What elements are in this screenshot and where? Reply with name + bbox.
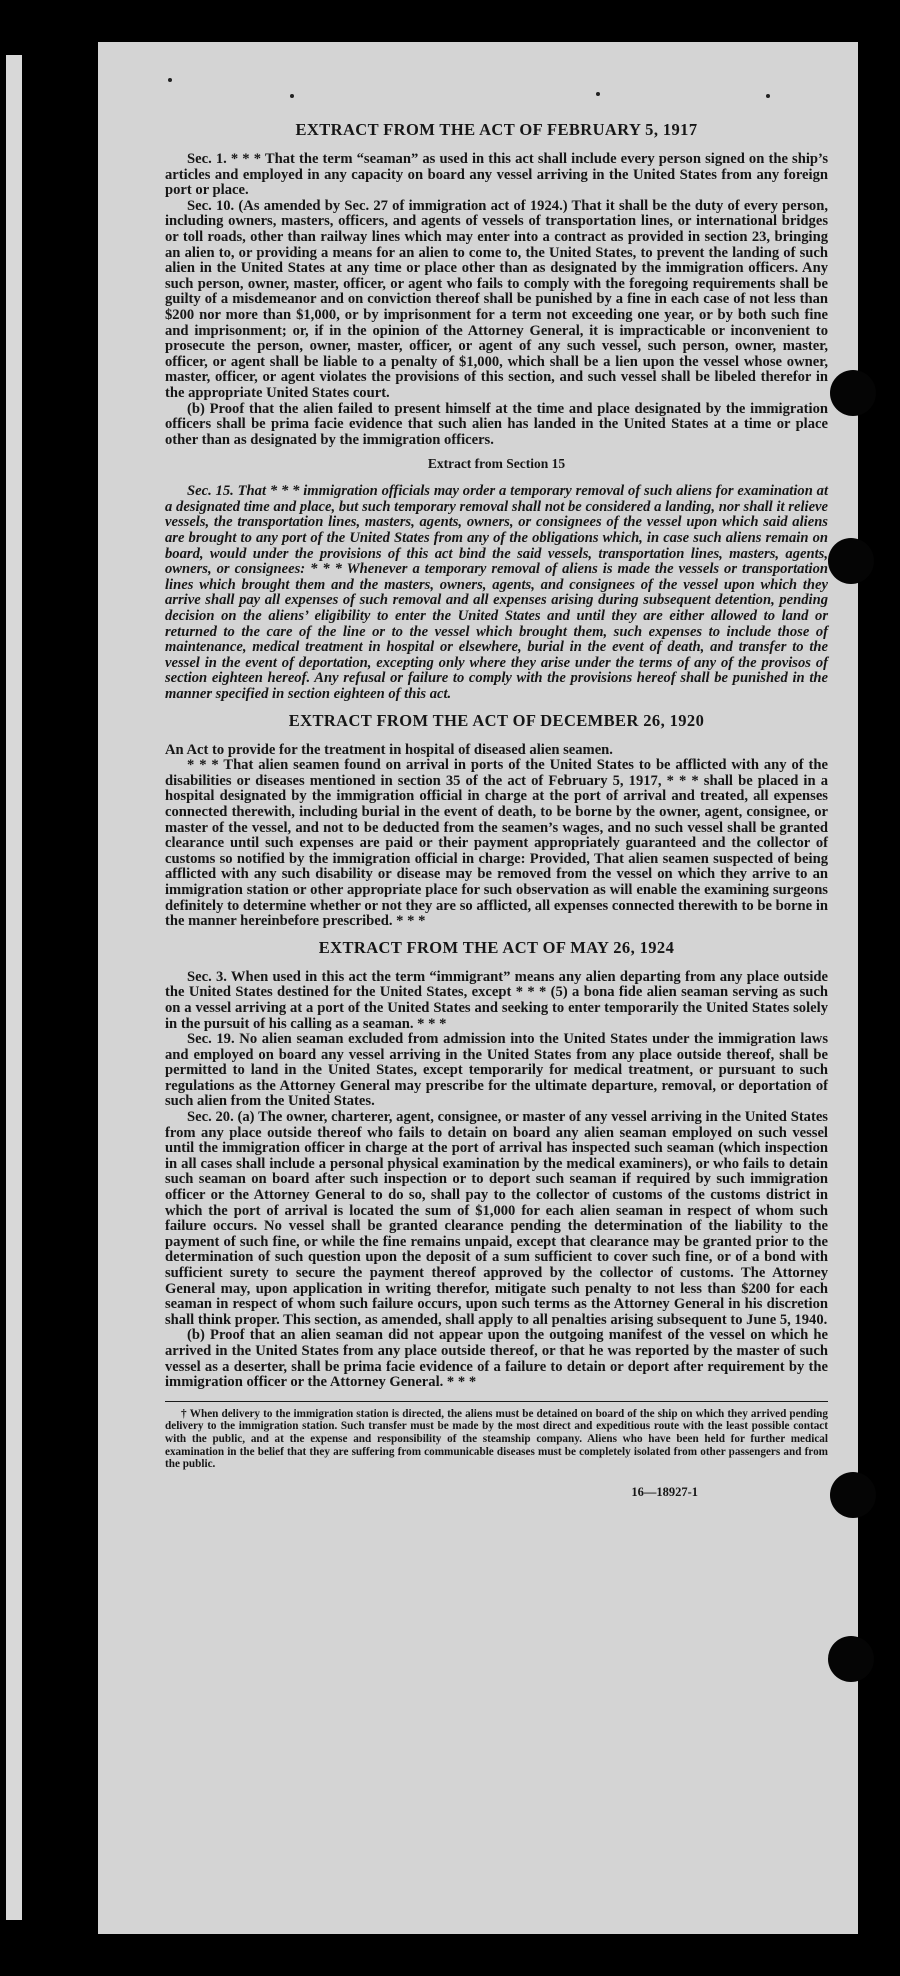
speck <box>596 92 600 96</box>
section-heading-1920: EXTRACT FROM THE ACT OF DECEMBER 26, 1920 <box>288 710 705 730</box>
section-heading-1917: EXTRACT FROM THE ACT OF FEBRUARY 5, 1917 <box>295 120 698 139</box>
punch-hole <box>830 1472 876 1518</box>
act-1920-intro: An Act to provide for the treatment in hospital of diseased alien seamen. <box>165 741 613 758</box>
footnote: † When delivery to the immigration station is directed, the aliens must be detained on board of the ship on which they arrived pending delivery to the immigration station. Such transfer must be made by the most direct and expeditious route with the least possible contact with the public, and at the expense and responsibility of the steamship company. Aliens who have been held for further medical examination in the belief that they are suffering from communicable diseases must be completely isolated from other passengers and from the public. <box>165 1407 828 1471</box>
document-page <box>98 42 858 1934</box>
sec-15-paragraph: Sec. 15. That * * * immigration officials may order a temporary removal of such aliens for examination at a designated time and place, but such temporary removal shall not be considered a landing, nor shall it relieve vessels, the transportation lines, masters, agents, owners, or consignees of the vessel upon which said aliens are brought to any port of the United States from any of the obligations which, in case such aliens remain on board, would under the provisions of this act bind the said vessels, transportation lines, masters, agents, owners, or consignees: * * * Whenever a temporary removal of aliens is made the vessels or transportation lines which brought them and the masters, owners, agents, and consignees of the vessel upon which they arrive shall pay all expenses of such removal and all expenses arising during subsequent detention, pending decision on the aliens’ eligibility to enter the United States and until they are either allowed to land or returned to the care of the line or to the vessel which brought them, such expenses to include those of maintenance, medical treatment in hospital or elsewhere, burial in the event of death, and transfer to the vessel in the event of deportation, excepting only where they arise under the terms of any of the provisos of section eighteen hereof. Any refusal or failure to comply with the provisions hereof shall be punished in the manner specified in section eighteen of this act. <box>165 483 828 702</box>
punch-hole <box>830 370 876 416</box>
punch-hole <box>828 538 874 584</box>
sec-20-b-paragraph: (b) Proof that an alien seaman did not appear upon the outgoing manifest of the vessel on which he arrived in the United States from any place outside thereof, or that he was reported by the master of such vessel as a deserter, shall be prima facie evidence of a failure to detain or deport after requirement by the immigration officer or the Attorney General. * * * <box>165 1327 828 1391</box>
sec-1-paragraph: Sec. 1. * * * That the term “seaman” as used in this act shall include every person signed on the ship’s articles and employed in any capacity on board any vessel arriving in the United States from any foreign port or place. <box>165 151 828 199</box>
speck <box>290 94 294 98</box>
film-edge-strip <box>6 55 22 1920</box>
sec-3-paragraph: Sec. 3. When used in this act the term “immigrant” means any alien departing from any place outside the United States destined for the United States, except * * * (5) a bona fide alien seaman serving as such on a vessel arriving at a port of the United States and seeking to enter temporarily the United States solely in the pursuit of his calling as a seaman. * * * <box>165 968 828 1032</box>
sec-20-a-paragraph: Sec. 20. (a) The owner, charterer, agent, consignee, or master of any vessel arriving in the United States from any place outside thereof who fails to detain on board any alien seaman employed on such vessel until the immigration officer in charge at the port of arrival has inspected such seaman (which inspection in all cases shall include a personal physical examination by the medical examiners), or who fails to detain such seaman on board after such inspection or to deport such seaman if required by such immigration officer or the Attorney General to do so, shall pay to the collector of customs of the customs district in which the port of arrival is located the sum of $1,000 for each alien seaman in respect of whom such failure occurs. No vessel shall be granted clearance pending the determination of the liability to the payment of such fine, or while the fine remains unpaid, except that clearance may be granted prior to the determination of such question upon the deposit of a sum sufficient to cover such fine, or of a bond with sufficient surety to secure the payment thereof approved by the collector of customs. The Attorney General may, upon application in writing therefor, mitigate such penalty to not less than $200 for each seaman in respect of whom such failure occurs, upon such terms as the Attorney General in his discretion shall think proper. This section, as amended, shall apply to all penalties arising subsequent to June 5, 1940. <box>165 1109 828 1328</box>
sec-10-b-paragraph: (b) Proof that the alien failed to present himself at the time and place designated by the immigration officers shall be prima facie evidence that such alien has landed in the United States at a time or place other than as designated by the immigration officers. <box>165 400 828 448</box>
speck <box>766 94 770 98</box>
act-1920-body: * * * That alien seamen found on arrival in ports of the United States to be afflicted with any of the disabilities or diseases mentioned in section 35 of the act of February 5, 1917, * * * shall be placed in a hospital designated by the immigration official in charge at the port of arrival and treated, all expenses connected therewith, including burial in the event of death, to be borne by the owner, agent, consignee, or master of the vessel, and not to be deducted from the seamen’s wages, and no such vessel shall be granted clearance until such expenses are paid or their payment appropriately guaranteed and the collector of customs so notified by the immigration official in charge: Provided, That alien seamen suspected of being afflicted with any such disability or disease may be removed from the vessel on which they arrive to an immigration station or other appropriate place for such observation as will enable the examining surgeons definitely to determine whether or not they are so afflicted, all expenses connected therewith to be borne in the manner hereinbefore prescribed. * * * <box>165 757 828 930</box>
punch-hole <box>828 1636 874 1682</box>
speck <box>168 78 172 82</box>
sec-10-paragraph: Sec. 10. (As amended by Sec. 27 of immigration act of 1924.) That it shall be the duty of every person, including owners, masters, officers, and agents of vessels of transportation lines, or international bridges or toll roads, other than railway lines which may enter into a contract as provided in section 23, bringing an alien to, or providing a means for an alien to come to, the United States, to prevent the landing of such alien in the United States at any time or place other than as designated by the immigration officers. Any such person, owner, master, officer, or agent who fails to comply with the foregoing requirements shall be guilty of a misdemeanor and on conviction thereof shall be punished by a fine in each case of not less than $200 nor more than $1,000, or by imprisonment for a term not exceeding one year, or by both such fine and imprisonment; or, if in the opinion of the Attorney General, it is impracticable or inconvenient to prosecute the person, owner, master, officer, or agent of any such vessel, such person, owner, master, officer, or agent shall be liable to a penalty of $1,000, which shall be a lien upon the vessel whose owner, master, officer, or agent violates the provisions of this section, and such vessel shall be libeled therefor in the appropriate United States court. <box>165 197 828 401</box>
form-code: 16—18927-1 <box>631 1484 698 1499</box>
sec-19-paragraph: Sec. 19. No alien seaman excluded from admission into the United States under the immigration laws and employed on board any vessel arriving in the United States from any place outside thereof, shall be permitted to land in the United States, except temporarily for medical treatment, or pursuant to such regulations as the Attorney General may prescribe for the ultimate departure, removal, or deportation of such alien from the United States. <box>165 1031 828 1110</box>
section-15-heading: Extract from Section 15 <box>427 456 566 472</box>
section-heading-1924: EXTRACT FROM THE ACT OF MAY 26, 1924 <box>318 937 675 957</box>
footnote-divider <box>165 1401 828 1402</box>
